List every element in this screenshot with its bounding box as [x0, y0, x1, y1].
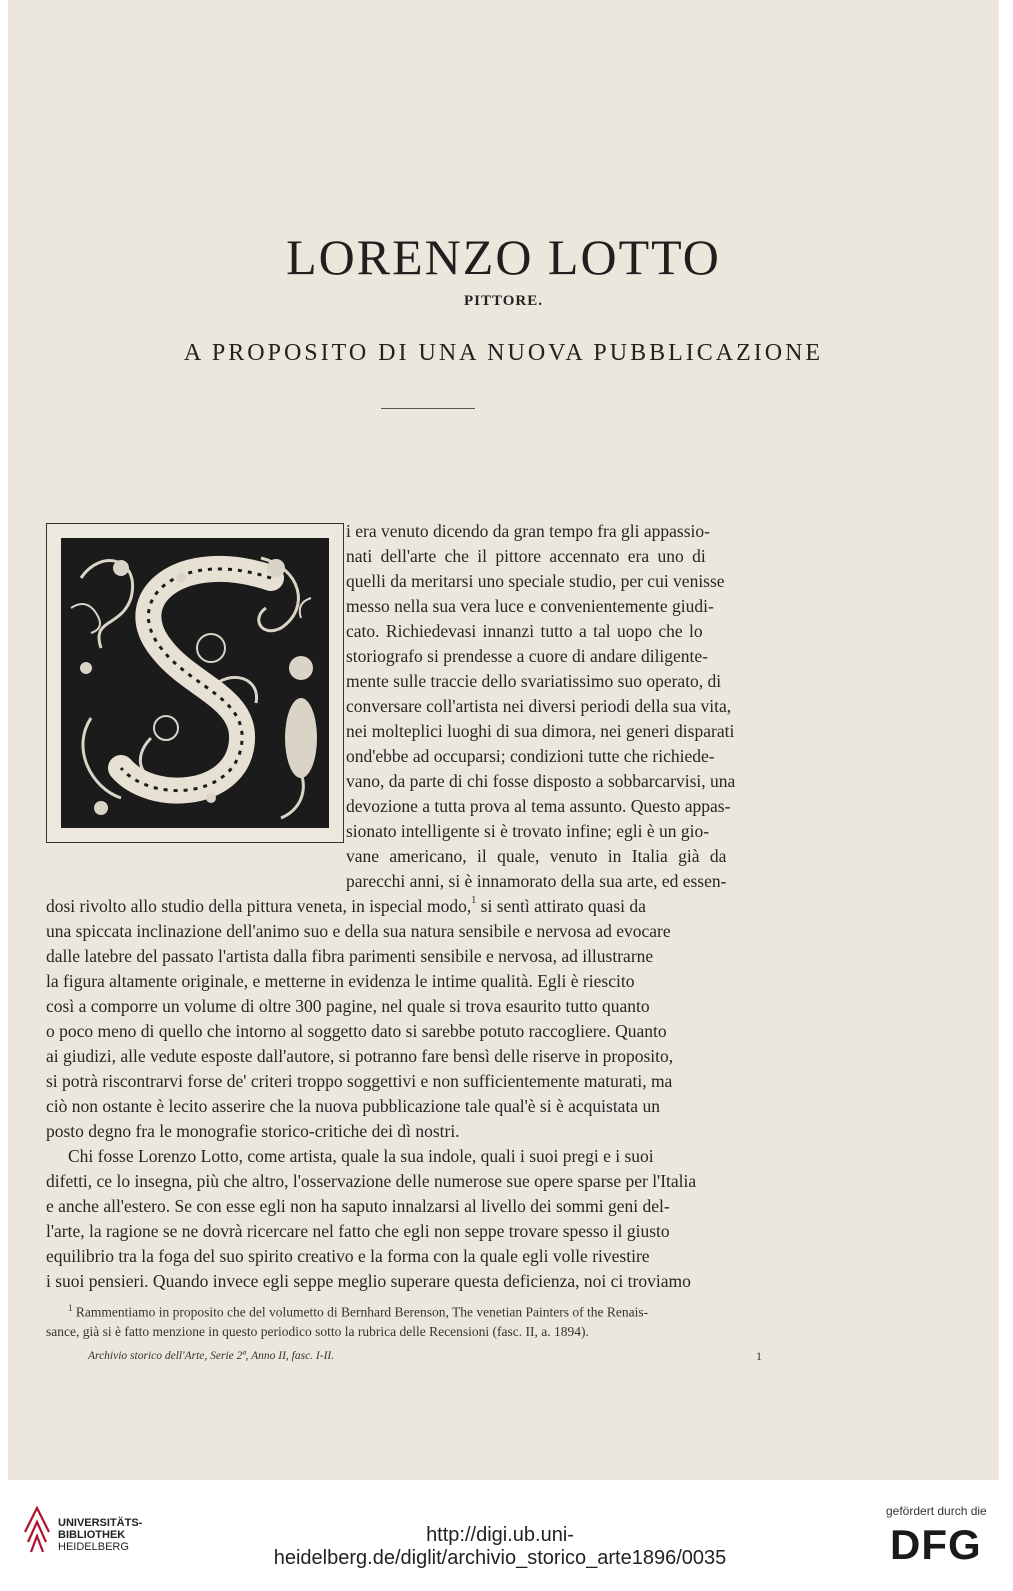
article-subtitle: PITTORE.: [464, 293, 543, 309]
body-line: difetti, ce lo insegna, più che altro, l'osservazione delle numerose sue opere sparse per l'Italia: [46, 1171, 697, 1191]
decorated-initial-image: [61, 538, 329, 828]
body-line: nei molteplici luoghi di sua dimora, nei generi disparati: [346, 721, 735, 741]
body-line: o poco meno di quello che intorno al soggetto dato si sarebbe potuto raccogliere. Quanto: [46, 1021, 667, 1041]
body-line: storiografo si prendesse a cuore di andare diligente-: [346, 646, 709, 666]
body-line-tail: si sentì attirato quasi da: [476, 896, 646, 916]
body-line: ai giudizi, alle vedute esposte dall'autore, si potranno fare bensì delle riserve in proposito,: [46, 1046, 674, 1066]
body-line: messo nella sua vera luce e convenientemente giudi-: [346, 596, 714, 616]
body-line: sionato intelligente si è trovato infine; egli è un gio-: [346, 821, 710, 841]
body-line: i suoi pensieri. Quando invece egli seppe meglio superare questa deficienza, noi ci troviamo: [46, 1271, 691, 1291]
body-line: vano, da parte di chi fosse disposto a sobbarcarvisi, una: [346, 771, 736, 791]
scanned-page: [8, 0, 999, 1480]
footnote-marker: 1: [68, 1303, 73, 1313]
body-line: conversare coll'artista nei diversi periodi della sua vita,: [346, 696, 732, 716]
footnote-line: sance, già si è fatto menzione in questo periodico sotto la rubrica delle Recensioni (fasc. II, a. 1894).: [46, 1324, 589, 1339]
body-line-text: dosi rivolto allo studio della pittura veneta, in ispecial modo,: [46, 896, 472, 916]
body-line: posto degno fra le monografie storico-critiche dei dì nostri.: [46, 1121, 460, 1141]
page-number: 1: [756, 1349, 762, 1363]
body-line: [46, 896, 646, 917]
body-line: così a comporre un volume di oltre 300 pagine, nel quale si trova esaurito tutto quanto: [46, 996, 650, 1016]
body-line: dalle latebre del passato l'artista dalla fibra parimenti sensibile e nervosa, ad illustrarne: [46, 946, 654, 966]
body-line: e anche all'estero. Se con esse egli non ha saputo innalzarsi al livello dei sommi geni del-: [46, 1196, 670, 1216]
body-line: quelli da meritarsi uno speciale studio, per cui venisse: [346, 571, 725, 591]
body-line: parecchi anni, si è innamorato della sua arte, ed essen-: [346, 871, 727, 891]
decorated-initial-s: [46, 523, 344, 843]
body-line: vane americano, il quale, venuto in Italia già da: [346, 846, 727, 866]
library-name-line: UNIVERSITÄTS-: [58, 1517, 143, 1529]
library-name-line: BIBLIOTHEK: [58, 1529, 126, 1541]
body-line: devozione a tutta prova al tema assunto. Questo appas-: [346, 796, 731, 816]
body-line: mente sulle traccie dello svariatissimo suo operato, di: [346, 671, 722, 691]
dfg-logo: DFG: [890, 1521, 982, 1568]
library-name: [58, 1517, 142, 1553]
footnote-reference: 1: [471, 895, 477, 907]
title-rule: [381, 408, 475, 409]
body-line: si potrà riscontrarvi forse de' criteri troppo soggettivi e non sufficientemente maturati, ma: [46, 1071, 673, 1091]
running-footer: Archivio storico dell'Arte, Serie 2ª, Anno II, fasc. I-II.: [88, 1350, 335, 1362]
dragon-initial-illustration: [61, 538, 329, 828]
body-line: cato. Richiedevasi innanzi tutto a tal uopo che lo: [346, 621, 703, 641]
body-line: i era venuto dicendo da gran tempo fra gli appassio-: [346, 521, 710, 541]
page-url-link[interactable]: http://digi.ub.uni-heidelberg.de/diglit/archivio_storico_arte1896/0035: [273, 1524, 727, 1569]
body-line: Chi fosse Lorenzo Lotto, come artista, quale la sua indole, quali i suoi pregi e i suoi: [68, 1146, 654, 1166]
body-line: una spiccata inclinazione dell'animo suo e della sua natura sensibile e nervosa ad evocare: [46, 921, 671, 941]
footnote-text: Rammentiamo in proposito che del volumetto di Bernhard Berenson, The venetian Painters of the Renais-: [75, 1304, 649, 1320]
library-logo-icon: [22, 1502, 52, 1554]
body-line: nati dell'arte che il pittore accennato era uno di: [346, 546, 706, 566]
body-line: equilibrio tra la foga del suo spirito creativo e la forma con la quale egli volle rivestire: [46, 1246, 650, 1266]
funded-by-label: gefördert durch die: [886, 1504, 987, 1518]
article-title: LORENZO LOTTO: [286, 229, 721, 285]
article-heading: A PROPOSITO DI UNA NUOVA PUBBLICAZIONE: [183, 340, 824, 366]
body-line: ond'ebbe ad occuparsi; condizioni tutte che richiede-: [346, 746, 715, 766]
body-line: ciò non ostante è lecito asserire che la nuova pubblicazione tale qual'è si è acquistata un: [46, 1096, 660, 1116]
body-line: la figura altamente originale, e metterne in evidenza le intime qualità. Egli è riescito: [46, 971, 635, 991]
footnote-line: [68, 1303, 648, 1321]
body-line: l'arte, la ragione se ne dovrà ricercare nel fatto che egli non seppe trovare spesso il giusto: [46, 1221, 670, 1241]
library-name-line: HEIDELBERG: [58, 1541, 129, 1553]
